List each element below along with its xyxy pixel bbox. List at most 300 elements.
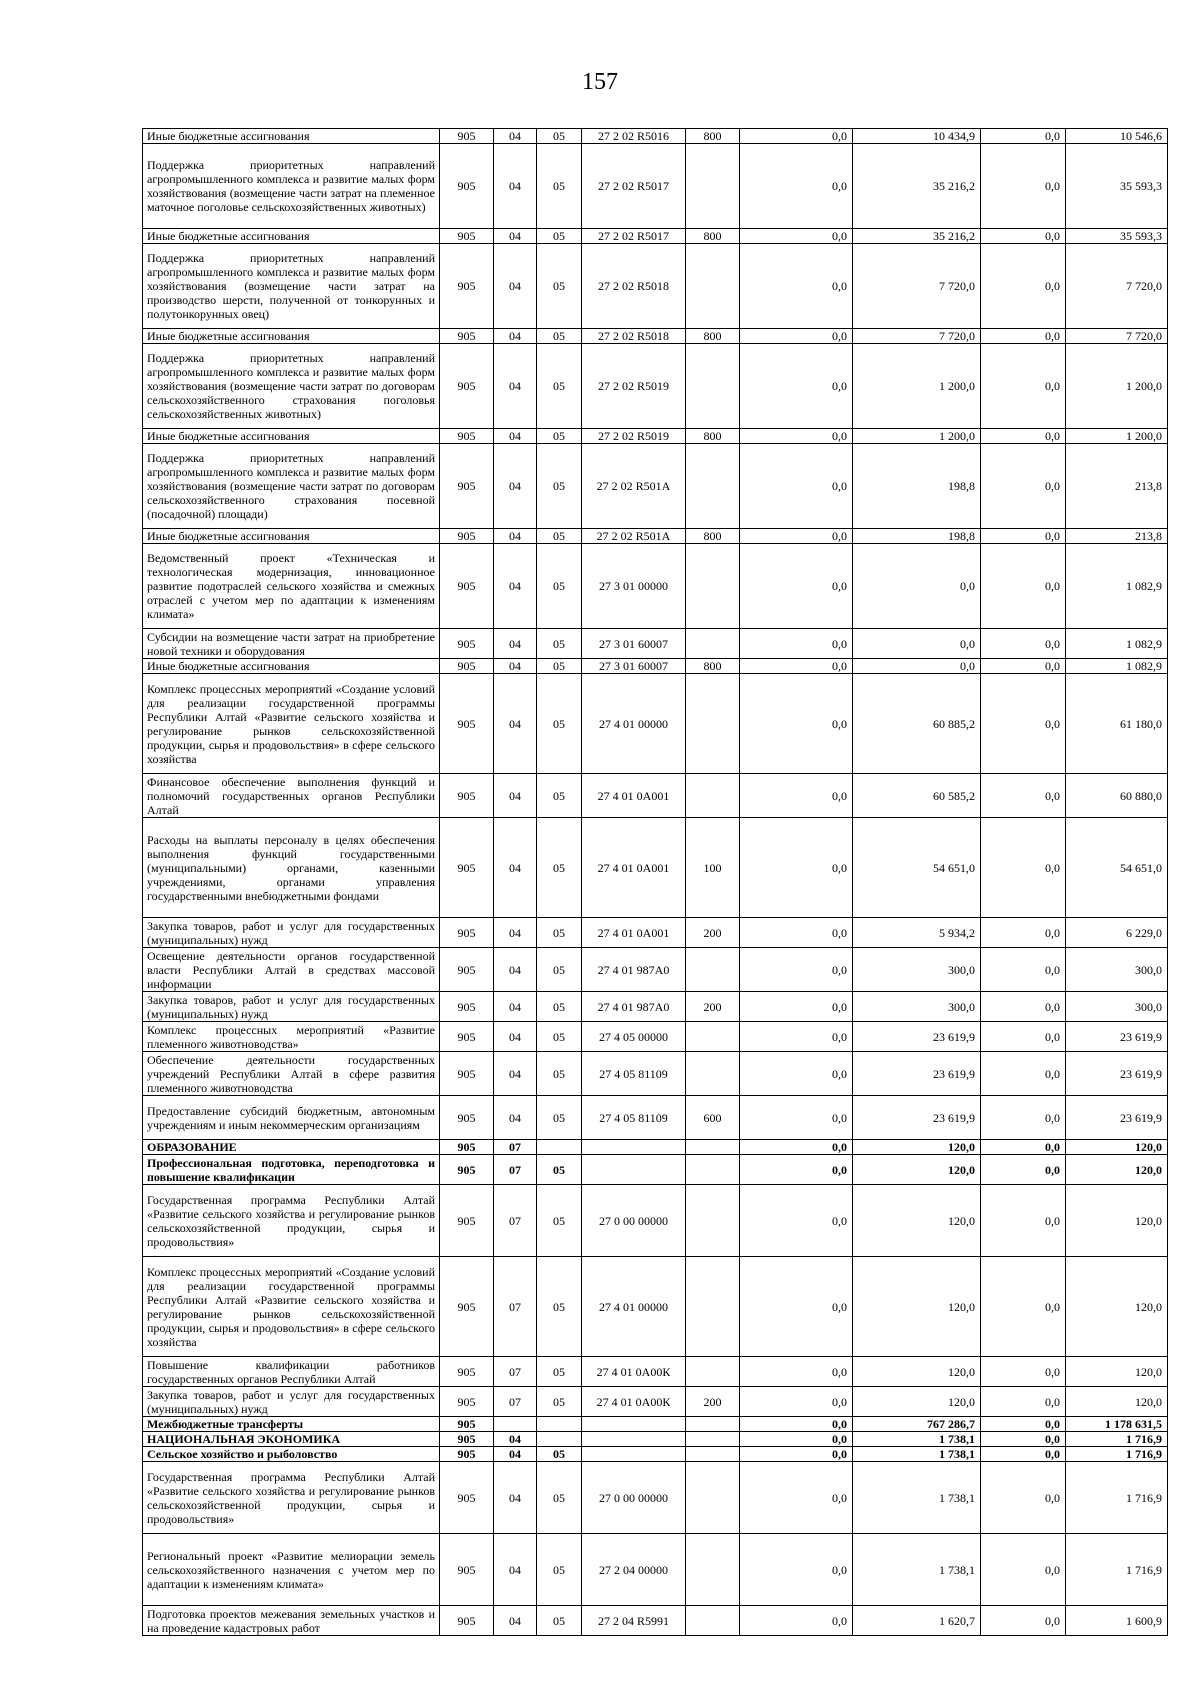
ministry-code: 905 <box>440 1447 494 1462</box>
expense-type: 800 <box>686 529 740 544</box>
table-row <box>143 1606 1168 1636</box>
ministry-code: 905 <box>440 329 494 344</box>
target-article <box>582 1417 686 1432</box>
amount-col-1: 0,0 <box>740 1387 853 1417</box>
amount-col-4: 120,0 <box>1066 1140 1168 1155</box>
ministry-code: 905 <box>440 1185 494 1257</box>
amount-col-4: 61 180,0 <box>1066 674 1168 774</box>
ministry-code: 905 <box>440 229 494 244</box>
ministry-code: 905 <box>440 529 494 544</box>
section-code: 04 <box>494 129 537 144</box>
subsection-code: 05 <box>537 1185 582 1257</box>
expense-type <box>686 1447 740 1462</box>
row-name: Комплекс процессных мероприятий «Создание условий для реализации государственной программы Республики Алтай «Развитие сельского хозяйства и регулирование рынков сельскохозяйственной продукции, сырья и продовольствия» в сфере сельского хозяйства <box>143 674 440 774</box>
table-row <box>143 229 1168 244</box>
amount-col-4: 1 600,9 <box>1066 1606 1168 1636</box>
expense-type: 800 <box>686 329 740 344</box>
row-name: Подготовка проектов межевания земельных участков и на проведение кадастровых работ <box>143 1606 440 1636</box>
subsection-code: 05 <box>537 144 582 229</box>
table-row <box>143 948 1168 992</box>
subsection-code: 05 <box>537 1606 582 1636</box>
section-code: 04 <box>494 774 537 818</box>
section-code: 04 <box>494 818 537 918</box>
amount-col-1: 0,0 <box>740 1155 853 1185</box>
section-code: 07 <box>494 1257 537 1357</box>
section-code: 04 <box>494 1462 537 1534</box>
amount-col-3: 0,0 <box>981 992 1066 1022</box>
amount-col-3: 0,0 <box>981 1096 1066 1140</box>
section-code: 04 <box>494 1096 537 1140</box>
amount-col-1: 0,0 <box>740 129 853 144</box>
amount-col-1: 0,0 <box>740 429 853 444</box>
amount-col-2: 5 934,2 <box>853 918 981 948</box>
section-code: 04 <box>494 429 537 444</box>
target-article: 27 2 02 R5017 <box>582 229 686 244</box>
subsection-code: 05 <box>537 1447 582 1462</box>
amount-col-2: 35 216,2 <box>853 144 981 229</box>
amount-col-1: 0,0 <box>740 1432 853 1447</box>
table-row <box>143 659 1168 674</box>
amount-col-3: 0,0 <box>981 674 1066 774</box>
amount-col-3: 0,0 <box>981 1462 1066 1534</box>
subsection-code: 05 <box>537 629 582 659</box>
section-code: 04 <box>494 344 537 429</box>
amount-col-4: 120,0 <box>1066 1185 1168 1257</box>
row-name: Поддержка приоритетных направлений агропромышленного комплекса и развитие малых форм хозяйствования (возмещение части затрат по договорам сельскохозяйственного страхования поголовья сельскохозяйственных животных) <box>143 344 440 429</box>
target-article: 27 2 02 R501A <box>582 529 686 544</box>
expense-type: 200 <box>686 1387 740 1417</box>
target-article: 27 3 01 60007 <box>582 659 686 674</box>
amount-col-2: 1 200,0 <box>853 344 981 429</box>
table-row <box>143 429 1168 444</box>
ministry-code: 905 <box>440 1052 494 1096</box>
subsection-code: 05 <box>537 129 582 144</box>
ministry-code: 905 <box>440 774 494 818</box>
expense-type <box>686 1257 740 1357</box>
amount-col-4: 1 716,9 <box>1066 1462 1168 1534</box>
table-row <box>143 1257 1168 1357</box>
amount-col-3: 0,0 <box>981 1534 1066 1606</box>
amount-col-4: 23 619,9 <box>1066 1022 1168 1052</box>
amount-col-4: 23 619,9 <box>1066 1096 1168 1140</box>
target-article: 27 2 02 R5018 <box>582 329 686 344</box>
row-name: Финансовое обеспечение выполнения функций и полномочий государственных органов Республики Алтай <box>143 774 440 818</box>
amount-col-3: 0,0 <box>981 1257 1066 1357</box>
row-name: Иные бюджетные ассигнования <box>143 129 440 144</box>
expense-type <box>686 1606 740 1636</box>
ministry-code: 905 <box>440 1155 494 1185</box>
amount-col-4: 6 229,0 <box>1066 918 1168 948</box>
expense-type <box>686 544 740 629</box>
amount-col-4: 213,8 <box>1066 444 1168 529</box>
subsection-code: 05 <box>537 429 582 444</box>
row-name: Иные бюджетные ассигнования <box>143 659 440 674</box>
table-row <box>143 444 1168 529</box>
subsection-code: 05 <box>537 1096 582 1140</box>
section-code: 07 <box>494 1185 537 1257</box>
section-code: 04 <box>494 674 537 774</box>
row-name: Государственная программа Республики Алтай «Развитие сельского хозяйства и регулирование рынков сельскохозяйственной продукции, сырья и продовольствия» <box>143 1462 440 1534</box>
amount-col-3: 0,0 <box>981 544 1066 629</box>
section-code <box>494 1417 537 1432</box>
row-name: Иные бюджетные ассигнования <box>143 529 440 544</box>
amount-col-1: 0,0 <box>740 1257 853 1357</box>
target-article: 27 0 00 00000 <box>582 1185 686 1257</box>
ministry-code: 905 <box>440 144 494 229</box>
amount-col-2: 767 286,7 <box>853 1417 981 1432</box>
amount-col-3: 0,0 <box>981 1432 1066 1447</box>
subsection-code: 05 <box>537 1052 582 1096</box>
table-row <box>143 1432 1168 1447</box>
table-row <box>143 544 1168 629</box>
amount-col-2: 300,0 <box>853 992 981 1022</box>
table-row <box>143 344 1168 429</box>
amount-col-1: 0,0 <box>740 948 853 992</box>
page-number: 157 <box>582 69 618 95</box>
amount-col-1: 0,0 <box>740 1534 853 1606</box>
amount-col-3: 0,0 <box>981 948 1066 992</box>
subsection-code: 05 <box>537 948 582 992</box>
ministry-code: 905 <box>440 1140 494 1155</box>
section-code: 04 <box>494 1534 537 1606</box>
expense-type <box>686 1155 740 1185</box>
amount-col-2: 7 720,0 <box>853 244 981 329</box>
row-name: Региональный проект «Развитие мелиорации земель сельскохозяйственного назначения с учетом мер по адаптации к изменениям климата» <box>143 1534 440 1606</box>
amount-col-3: 0,0 <box>981 344 1066 429</box>
row-name: Обеспечение деятельности государственных учреждений Республики Алтай в сфере развития племенного животноводства <box>143 1052 440 1096</box>
row-name: Комплекс процессных мероприятий «Развитие племенного животноводства» <box>143 1022 440 1052</box>
row-name: Субсидии на возмещение части затрат на приобретение новой техники и оборудования <box>143 629 440 659</box>
ministry-code: 905 <box>440 1432 494 1447</box>
amount-col-1: 0,0 <box>740 529 853 544</box>
ministry-code: 905 <box>440 1387 494 1417</box>
subsection-code: 05 <box>537 992 582 1022</box>
budget-table <box>142 128 1168 1636</box>
amount-col-2: 23 619,9 <box>853 1052 981 1096</box>
table-row <box>143 1462 1168 1534</box>
table-row <box>143 1387 1168 1417</box>
expense-type <box>686 948 740 992</box>
amount-col-3: 0,0 <box>981 1052 1066 1096</box>
expense-type <box>686 1534 740 1606</box>
amount-col-4: 35 593,3 <box>1066 144 1168 229</box>
amount-col-4: 1 082,9 <box>1066 629 1168 659</box>
subsection-code: 05 <box>537 544 582 629</box>
amount-col-2: 60 585,2 <box>853 774 981 818</box>
amount-col-4: 54 651,0 <box>1066 818 1168 918</box>
target-article: 27 0 00 00000 <box>582 1462 686 1534</box>
expense-type <box>686 444 740 529</box>
amount-col-4: 120,0 <box>1066 1257 1168 1357</box>
target-article: 27 4 05 81109 <box>582 1096 686 1140</box>
expense-type <box>686 1462 740 1534</box>
amount-col-1: 0,0 <box>740 544 853 629</box>
section-code: 04 <box>494 629 537 659</box>
target-article <box>582 1447 686 1462</box>
row-name: Закупка товаров, работ и услуг для государственных (муниципальных) нужд <box>143 1387 440 1417</box>
target-article: 27 2 02 R501A <box>582 444 686 529</box>
amount-col-4: 35 593,3 <box>1066 229 1168 244</box>
row-name: Повышение квалификации работников государственных органов Республики Алтай <box>143 1357 440 1387</box>
row-name: Закупка товаров, работ и услуг для государственных (муниципальных) нужд <box>143 918 440 948</box>
section-code: 04 <box>494 329 537 344</box>
target-article: 27 4 05 00000 <box>582 1022 686 1052</box>
row-name: Иные бюджетные ассигнования <box>143 329 440 344</box>
amount-col-1: 0,0 <box>740 1417 853 1432</box>
section-code: 07 <box>494 1155 537 1185</box>
amount-col-1: 0,0 <box>740 329 853 344</box>
ministry-code: 905 <box>440 629 494 659</box>
section-code: 04 <box>494 229 537 244</box>
amount-col-2: 0,0 <box>853 659 981 674</box>
subsection-code: 05 <box>537 329 582 344</box>
subsection-code: 05 <box>537 1357 582 1387</box>
amount-col-1: 0,0 <box>740 1462 853 1534</box>
amount-col-3: 0,0 <box>981 1417 1066 1432</box>
expense-type <box>686 774 740 818</box>
amount-col-2: 120,0 <box>853 1140 981 1155</box>
amount-col-3: 0,0 <box>981 818 1066 918</box>
ministry-code: 905 <box>440 948 494 992</box>
amount-col-1: 0,0 <box>740 992 853 1022</box>
expense-type <box>686 244 740 329</box>
amount-col-3: 0,0 <box>981 244 1066 329</box>
section-code: 04 <box>494 1606 537 1636</box>
amount-col-4: 7 720,0 <box>1066 244 1168 329</box>
target-article <box>582 1432 686 1447</box>
expense-type: 200 <box>686 992 740 1022</box>
target-article: 27 3 01 00000 <box>582 544 686 629</box>
ministry-code: 905 <box>440 1357 494 1387</box>
row-name: Сельское хозяйство и рыболовство <box>143 1447 440 1462</box>
expense-type: 800 <box>686 429 740 444</box>
expense-type <box>686 144 740 229</box>
subsection-code: 05 <box>537 529 582 544</box>
amount-col-2: 23 619,9 <box>853 1096 981 1140</box>
ministry-code: 905 <box>440 992 494 1022</box>
row-name: Закупка товаров, работ и услуг для государственных (муниципальных) нужд <box>143 992 440 1022</box>
amount-col-1: 0,0 <box>740 1606 853 1636</box>
table-row <box>143 1185 1168 1257</box>
subsection-code: 05 <box>537 918 582 948</box>
amount-col-2: 1 738,1 <box>853 1432 981 1447</box>
amount-col-4: 1 716,9 <box>1066 1432 1168 1447</box>
expense-type: 800 <box>686 129 740 144</box>
amount-col-2: 120,0 <box>853 1185 981 1257</box>
amount-col-3: 0,0 <box>981 1606 1066 1636</box>
target-article: 27 3 01 60007 <box>582 629 686 659</box>
subsection-code <box>537 1432 582 1447</box>
row-name: Иные бюджетные ассигнования <box>143 429 440 444</box>
amount-col-2: 1 738,1 <box>853 1534 981 1606</box>
section-code: 04 <box>494 948 537 992</box>
ministry-code: 905 <box>440 544 494 629</box>
section-code: 04 <box>494 144 537 229</box>
amount-col-1: 0,0 <box>740 918 853 948</box>
amount-col-4: 300,0 <box>1066 992 1168 1022</box>
target-article: 27 4 05 81109 <box>582 1052 686 1096</box>
expense-type: 200 <box>686 918 740 948</box>
ministry-code: 905 <box>440 429 494 444</box>
amount-col-3: 0,0 <box>981 129 1066 144</box>
amount-col-2: 120,0 <box>853 1387 981 1417</box>
row-name: НАЦИОНАЛЬНАЯ ЭКОНОМИКА <box>143 1432 440 1447</box>
table-row <box>143 244 1168 329</box>
amount-col-3: 0,0 <box>981 1022 1066 1052</box>
expense-type: 600 <box>686 1096 740 1140</box>
amount-col-3: 0,0 <box>981 429 1066 444</box>
subsection-code: 05 <box>537 774 582 818</box>
target-article <box>582 1155 686 1185</box>
subsection-code: 05 <box>537 444 582 529</box>
subsection-code: 05 <box>537 229 582 244</box>
subsection-code <box>537 1140 582 1155</box>
subsection-code: 05 <box>537 1462 582 1534</box>
amount-col-1: 0,0 <box>740 629 853 659</box>
expense-type <box>686 1432 740 1447</box>
table-row <box>143 1155 1168 1185</box>
amount-col-1: 0,0 <box>740 1185 853 1257</box>
section-code: 04 <box>494 992 537 1022</box>
amount-col-2: 7 720,0 <box>853 329 981 344</box>
target-article: 27 2 02 R5019 <box>582 429 686 444</box>
row-name: Расходы на выплаты персоналу в целях обеспечения выполнения функций государственными (муниципальными) органами, казенными учреждениями, органами управления государственными внебюджетными фондами <box>143 818 440 918</box>
ministry-code: 905 <box>440 659 494 674</box>
target-article: 27 2 02 R5018 <box>582 244 686 329</box>
section-code: 04 <box>494 659 537 674</box>
amount-col-4: 1 200,0 <box>1066 429 1168 444</box>
expense-type <box>686 1357 740 1387</box>
section-code: 04 <box>494 544 537 629</box>
subsection-code: 05 <box>537 1387 582 1417</box>
subsection-code: 05 <box>537 1534 582 1606</box>
target-article: 27 2 02 R5019 <box>582 344 686 429</box>
expense-type <box>686 1052 740 1096</box>
table-row <box>143 1096 1168 1140</box>
amount-col-3: 0,0 <box>981 1387 1066 1417</box>
amount-col-3: 0,0 <box>981 1447 1066 1462</box>
section-code: 04 <box>494 1022 537 1052</box>
amount-col-2: 198,8 <box>853 444 981 529</box>
ministry-code: 905 <box>440 244 494 329</box>
subsection-code: 05 <box>537 818 582 918</box>
amount-col-1: 0,0 <box>740 1447 853 1462</box>
amount-col-3: 0,0 <box>981 918 1066 948</box>
amount-col-3: 0,0 <box>981 659 1066 674</box>
row-name: Ведомственный проект «Техническая и технологическая модернизация, инновационное развитие подотраслей сельского хозяйства и смежных отраслей с учетом мер по адаптации к изменениям климата» <box>143 544 440 629</box>
table-row <box>143 992 1168 1022</box>
amount-col-3: 0,0 <box>981 329 1066 344</box>
subsection-code: 05 <box>537 1022 582 1052</box>
expense-type <box>686 344 740 429</box>
table-row <box>143 918 1168 948</box>
row-name: Межбюджетные трансферты <box>143 1417 440 1432</box>
amount-col-3: 0,0 <box>981 629 1066 659</box>
target-article: 27 4 01 0А00К <box>582 1387 686 1417</box>
ministry-code: 905 <box>440 129 494 144</box>
amount-col-3: 0,0 <box>981 144 1066 229</box>
section-code: 07 <box>494 1140 537 1155</box>
table-row <box>143 1022 1168 1052</box>
expense-type <box>686 1140 740 1155</box>
amount-col-1: 0,0 <box>740 244 853 329</box>
section-code: 04 <box>494 1447 537 1462</box>
amount-col-1: 0,0 <box>740 344 853 429</box>
amount-col-4: 7 720,0 <box>1066 329 1168 344</box>
expense-type <box>686 1417 740 1432</box>
amount-col-2: 1 200,0 <box>853 429 981 444</box>
amount-col-2: 23 619,9 <box>853 1022 981 1052</box>
row-name: Поддержка приоритетных направлений агропромышленного комплекса и развитие малых форм хозяйствования (возмещение части затрат по договорам сельскохозяйственного страхования посевной (посадочной) площади) <box>143 444 440 529</box>
amount-col-2: 198,8 <box>853 529 981 544</box>
row-name: Профессиональная подготовка, переподготовка и повышение квалификации <box>143 1155 440 1185</box>
amount-col-3: 0,0 <box>981 1140 1066 1155</box>
table-row <box>143 144 1168 229</box>
amount-col-3: 0,0 <box>981 1357 1066 1387</box>
row-name: Освещение деятельности органов государственной власти Республики Алтай в средствах массовой информации <box>143 948 440 992</box>
amount-col-4: 120,0 <box>1066 1357 1168 1387</box>
amount-col-3: 0,0 <box>981 529 1066 544</box>
subsection-code: 05 <box>537 659 582 674</box>
amount-col-1: 0,0 <box>740 674 853 774</box>
amount-col-1: 0,0 <box>740 144 853 229</box>
amount-col-4: 1 200,0 <box>1066 344 1168 429</box>
amount-col-1: 0,0 <box>740 659 853 674</box>
ministry-code: 905 <box>440 1417 494 1432</box>
amount-col-2: 120,0 <box>853 1257 981 1357</box>
table-row <box>143 329 1168 344</box>
amount-col-2: 120,0 <box>853 1357 981 1387</box>
target-article: 27 4 01 00000 <box>582 674 686 774</box>
amount-col-4: 1 716,9 <box>1066 1447 1168 1462</box>
amount-col-4: 1 178 631,5 <box>1066 1417 1168 1432</box>
table-row <box>143 674 1168 774</box>
amount-col-2: 60 885,2 <box>853 674 981 774</box>
amount-col-4: 1 082,9 <box>1066 659 1168 674</box>
target-article: 27 4 01 0А001 <box>582 774 686 818</box>
section-code: 04 <box>494 444 537 529</box>
subsection-code: 05 <box>537 344 582 429</box>
ministry-code: 905 <box>440 1606 494 1636</box>
expense-type <box>686 1022 740 1052</box>
section-code: 04 <box>494 918 537 948</box>
amount-col-1: 0,0 <box>740 229 853 244</box>
amount-col-4: 120,0 <box>1066 1387 1168 1417</box>
expense-type: 800 <box>686 659 740 674</box>
amount-col-3: 0,0 <box>981 1155 1066 1185</box>
amount-col-1: 0,0 <box>740 1022 853 1052</box>
amount-col-2: 54 651,0 <box>853 818 981 918</box>
amount-col-4: 120,0 <box>1066 1155 1168 1185</box>
target-article: 27 4 01 0А001 <box>582 818 686 918</box>
amount-col-4: 300,0 <box>1066 948 1168 992</box>
target-article: 27 4 01 00000 <box>582 1257 686 1357</box>
amount-col-3: 0,0 <box>981 774 1066 818</box>
table-row <box>143 1052 1168 1096</box>
subsection-code <box>537 1417 582 1432</box>
section-code: 07 <box>494 1357 537 1387</box>
amount-col-2: 10 434,9 <box>853 129 981 144</box>
amount-col-1: 0,0 <box>740 444 853 529</box>
target-article: 27 4 01 0А00К <box>582 1357 686 1387</box>
target-article: 27 2 04 00000 <box>582 1534 686 1606</box>
ministry-code: 905 <box>440 444 494 529</box>
amount-col-2: 120,0 <box>853 1155 981 1185</box>
table-body <box>143 129 1168 1636</box>
table-row <box>143 1447 1168 1462</box>
target-article: 27 2 02 R5016 <box>582 129 686 144</box>
target-article: 27 4 01 987А0 <box>582 992 686 1022</box>
